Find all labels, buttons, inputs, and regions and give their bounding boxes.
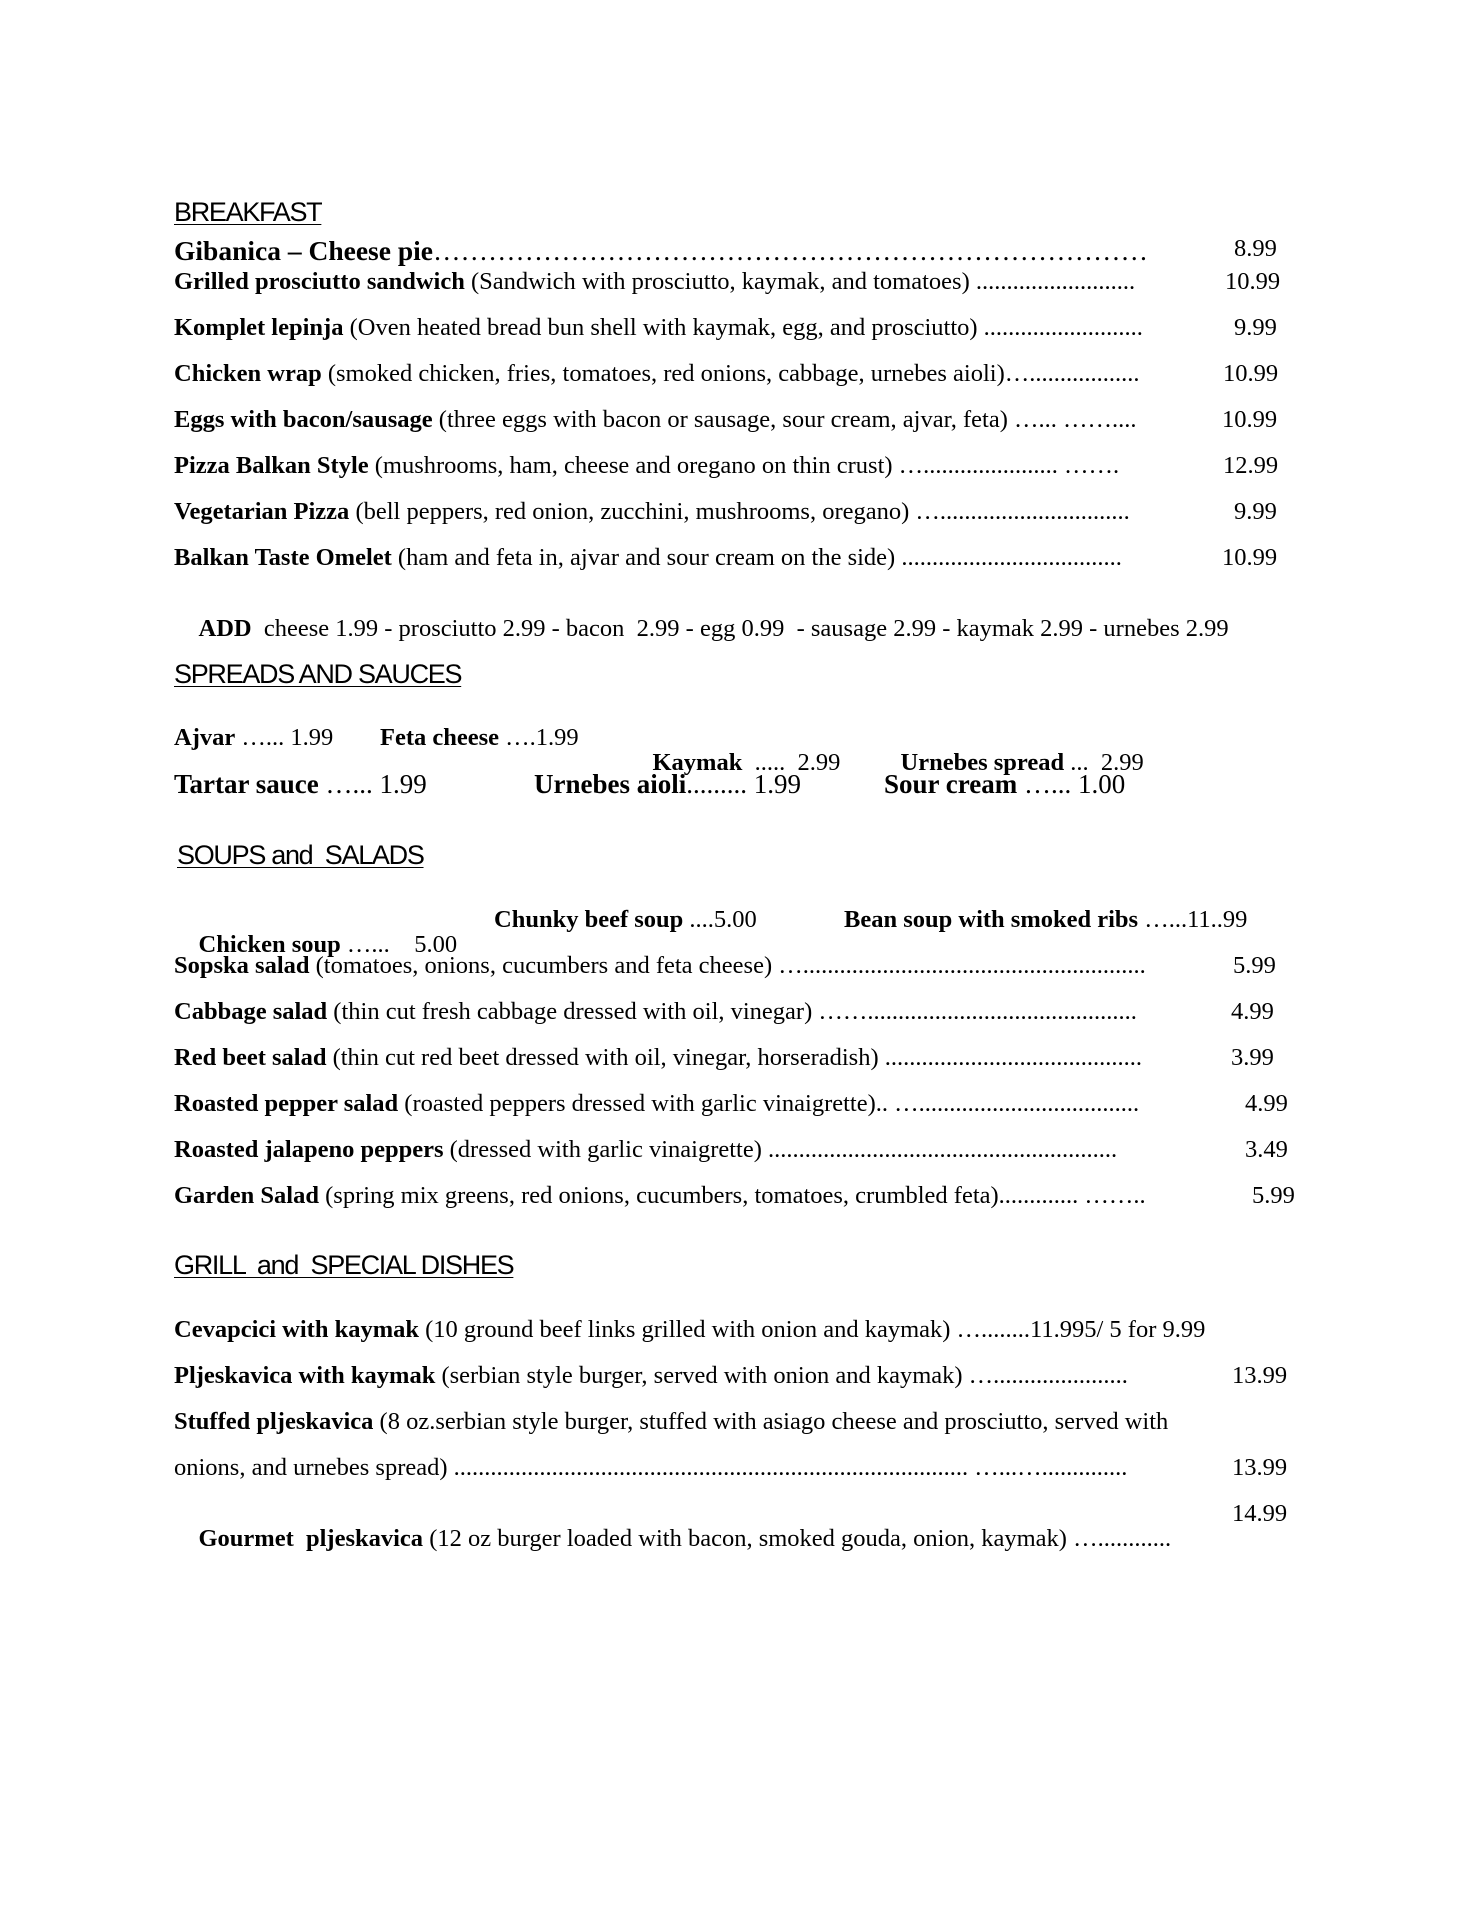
soup-item [844,908,1247,933]
menu-item [174,362,1140,387]
item-price: 10.99 [1222,406,1278,433]
menu-item [174,1364,1128,1389]
item-desc: (mushrooms, ham, cheese and oregano on thin crust) …...................... ……. [368,452,1120,479]
grill-heading: GRILL and SPECIAL DISHES [174,1250,514,1280]
item-price: 4.99 [1231,998,1274,1025]
item-name: Cabbage salad [174,998,328,1025]
item-desc: (Sandwich with prosciutto, kaymak, and tomatoes) .......................... [464,268,1136,295]
menu-item-continued [174,1456,1127,1481]
item-name: Red beet salad [174,1044,327,1071]
item-desc: (bell peppers, red onion, zucchini, mushrooms, oregano) …............................... [349,498,1130,525]
item-desc: (ham and feta in, ajvar and sour cream on the side) .................................... [391,544,1122,571]
add-ons-line [174,592,1229,666]
item-name: Komplet lepinja [174,314,344,341]
soup-name: Bean soup with smoked ribs [844,906,1139,933]
item-desc: (serbian style burger, served with onion and kaymak) …...................... [435,1362,1128,1389]
item-name: Gourmet pljeskavica [198,1524,424,1552]
item-name: Grilled prosciutto sandwich [174,268,465,295]
soups-heading: SOUPS and SALADS [177,840,424,870]
add-ons-text: cheese 1.99 - prosciutto 2.99 - bacon 2.99 - egg 0.99 - sausage 2.99 - kaymak 2.99 - urnebes 2.99 [251,614,1229,642]
spread-item [174,726,333,751]
menu-item [174,270,1135,295]
menu-item [174,316,1143,341]
menu-item [174,546,1122,571]
spread-price: …... 1.99 [318,769,427,799]
add-label: ADD [198,614,252,642]
spread-name: Kaymak [652,748,743,776]
item-price: 3.49 [1245,1136,1288,1163]
breakfast-heading: BREAKFAST [174,197,322,227]
spread-item [380,726,579,751]
menu-item [174,1092,1139,1117]
spread-price: ..... 2.99 [742,748,841,776]
item-leader: …………………………………………………………………… [432,235,1148,266]
menu-item [174,1502,1171,1576]
menu-item [174,1138,1117,1163]
spread-price: ... 2.99 [1064,748,1144,776]
item-name: Sopska salad [174,952,310,979]
item-price: 12.99 [1223,452,1279,479]
menu-item [174,1318,1205,1343]
soup-name: Chunky beef soup [494,906,684,933]
item-desc: (10 ground beef links grilled with onion and kaymak) …........11.995/ 5 for 9.99 [419,1316,1206,1343]
item-price: 10.99 [1225,268,1281,295]
spread-name: Feta cheese [380,724,500,751]
item-name: Stuffed pljeskavica [174,1408,374,1435]
item-price: 4.99 [1245,1090,1288,1117]
item-name: Roasted jalapeno peppers [174,1136,444,1163]
soup-item [494,908,757,933]
item-desc: (8 oz.serbian style burger, stuffed with asiago cheese and prosciutto, served with [373,1408,1169,1435]
item-price: 9.99 [1234,498,1277,525]
soup-price: ....5.00 [683,906,757,933]
spread-name: Urnebes aioli [534,769,687,799]
item-price: 5.99 [1233,952,1276,979]
item-price: 13.99 [1232,1362,1288,1389]
soup-price: …...11..99 [1138,906,1248,933]
menu-item [174,1410,1168,1435]
item-name: Roasted pepper salad [174,1090,399,1117]
spread-price: ......... 1.99 [686,769,801,799]
item-desc: (thin cut red beet dressed with oil, vinegar, horseradish) .......................................... [326,1044,1142,1071]
soup-name: Chicken soup [198,930,341,958]
item-price: 3.99 [1231,1044,1274,1071]
item-desc: (12 oz burger loaded with bacon, smoked gouda, onion, kaymak) …............ [423,1524,1172,1552]
item-price: 10.99 [1222,544,1278,571]
item-price: 8.99 [1234,235,1277,262]
spread-name: Ajvar [174,724,236,751]
item-price: 13.99 [1232,1454,1288,1481]
item-price: 9.99 [1234,314,1277,341]
spread-item [884,771,1125,798]
spread-price: ….1.99 [499,724,579,751]
item-desc: (spring mix greens, red onions, cucumbers, tomatoes, crumbled feta)............. …….. [319,1182,1146,1209]
menu-item [174,500,1130,525]
spread-item [174,771,427,798]
item-desc: (thin cut fresh cabbage dressed with oil, vinegar) ……............................................ [327,998,1137,1025]
item-name: Balkan Taste Omelet [174,544,392,571]
item-name: Gibanica – Cheese pie [174,235,433,266]
menu-item [174,954,1146,979]
menu-item [174,1000,1137,1025]
item-name: Cevapcici with kaymak [174,1316,419,1343]
menu-item [174,454,1119,479]
soup-price: …... 5.00 [340,930,458,958]
spread-price: …... 1.99 [235,724,334,751]
item-name: Garden Salad [174,1182,319,1209]
spread-item [534,771,801,798]
item-price: 10.99 [1223,360,1279,387]
menu-item [174,1184,1146,1209]
spread-name: Sour cream [884,769,1018,799]
item-desc: (tomatoes, onions, cucumbers and feta cheese) …........................................................ [309,952,1146,979]
item-name: Pljeskavica with kaymak [174,1362,436,1389]
item-name: Eggs with bacon/sausage [174,406,433,433]
item-desc: (Oven heated bread bun shell with kaymak, egg, and prosciutto) .......................... [343,314,1143,341]
item-name: Chicken wrap [174,360,322,387]
item-desc: onions, and urnebes spread) .................................................................................... …...….............. [174,1454,1128,1481]
item-desc: (smoked chicken, fries, tomatoes, red onions, cabbage, urnebes aioli)….................. [321,360,1140,387]
item-desc: (three eggs with bacon or sausage, sour cream, ajvar, feta) …... …….... [432,406,1137,433]
spread-name: Tartar sauce [174,769,319,799]
item-name: Pizza Balkan Style [174,452,369,479]
menu-item [174,408,1137,433]
menu-item [174,1046,1142,1071]
spread-name: Urnebes spread [900,748,1065,776]
item-price: 14.99 [1232,1500,1288,1527]
spreads-heading: SPREADS AND SAUCES [174,659,462,689]
menu-item [174,237,1148,265]
item-desc: (dressed with garlic vinaigrette) ......................................................... [443,1136,1118,1163]
item-desc: (roasted peppers dressed with garlic vinaigrette).. ….................................... [398,1090,1140,1117]
item-price: 5.99 [1252,1182,1295,1209]
item-name: Vegetarian Pizza [174,498,350,525]
spread-price: …... 1.00 [1017,769,1126,799]
